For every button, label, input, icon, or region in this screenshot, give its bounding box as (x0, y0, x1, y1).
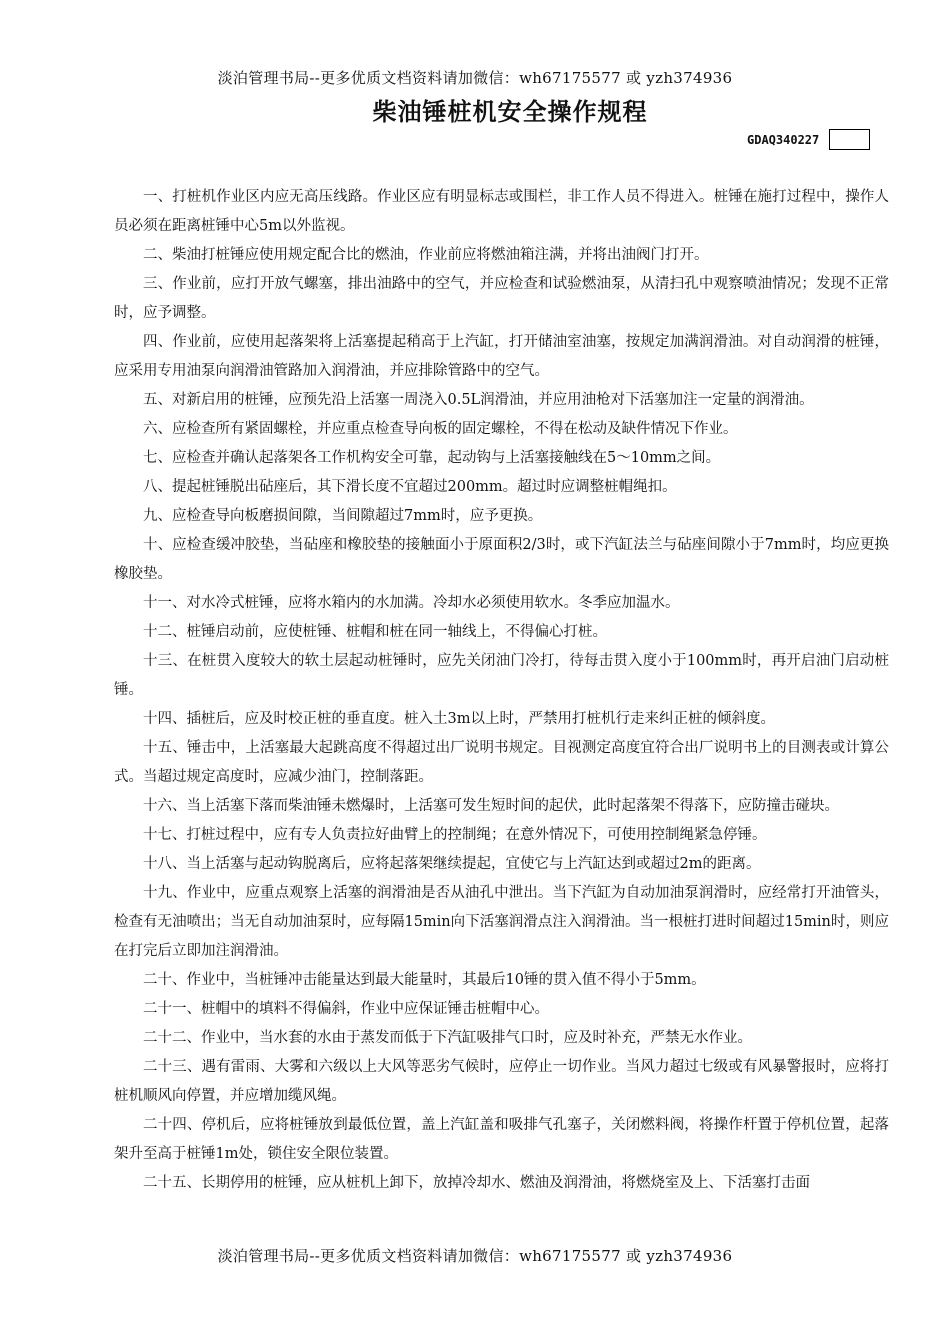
header-note: 淡泊管理书局--更多优质文档资料请加微信：wh67175577 或 yzh374936 (217, 69, 733, 87)
paragraph: 十六、当上活塞下落而柴油锤未燃爆时，上活塞可发生短时间的起伏，此时起落架不得落下，应防撞击碰块。 (143, 798, 839, 814)
paragraph: 二、柴油打桩锤应使用规定配合比的燃油，作业前应将燃油箱注满，并将出油阀门打开。 (143, 247, 709, 263)
code-box (829, 129, 870, 150)
paragraph: 十五、锤击中，上活塞最大起跳高度不得超过出厂说明书规定。目视测定高度宜符合出厂说明书上的目测表或计算公式。当超过规定高度时，应减少油门，控制落距。 (114, 740, 889, 785)
paragraph: 一、打桩机作业区内应无高压线路。作业区应有明显标志或围栏，非工作人员不得进入。桩锤在施打过程中，操作人员必须在距离桩锤中心5m以外监视。 (114, 189, 889, 234)
paragraph: 二十一、桩帽中的填料不得偏斜，作业中应保证锤击桩帽中心。 (143, 1001, 549, 1017)
paragraph: 六、应检查所有紧固螺栓，并应重点检查导向板的固定螺栓，不得在松动及缺件情况下作业。 (143, 421, 738, 437)
paragraph: 十二、桩锤启动前，应使桩锤、桩帽和桩在同一轴线上，不得偏心打桩。 (143, 624, 607, 640)
paragraph: 五、对新启用的桩锤，应预先沿上活塞一周浇入0.5L润滑油，并应用油枪对下活塞加注一定量的润滑油。 (143, 392, 814, 408)
paragraph: 二十二、作业中，当水套的水由于蒸发而低于下汽缸吸排气口时，应及时补充，严禁无水作业。 (143, 1030, 752, 1046)
paragraph: 二十、作业中，当桩锤冲击能量达到最大能量时，其最后10锤的贯入值不得小于5mm。 (143, 972, 706, 988)
paragraph: 二十五、长期停用的桩锤，应从桩机上卸下，放掉冷却水、燃油及润滑油，将燃烧室及上、下活塞打击面 (143, 1175, 810, 1191)
paragraph: 二十四、停机后，应将桩锤放到最低位置，盖上汽缸盖和吸排气孔塞子，关闭燃料阀，将操作杆置于停机位置，起落架升至高于桩锤1m处，锁住安全限位装置。 (114, 1117, 889, 1162)
paragraph: 十一、对水冷式桩锤，应将水箱内的水加满。冷却水必须使用软水。冬季应加温水。 (143, 595, 680, 611)
paragraph: 十七、打桩过程中，应有专人负责拉好曲臂上的控制绳；在意外情况下，可使用控制绳紧急停锤。 (143, 827, 767, 843)
paragraph: 八、提起桩锤脱出砧座后，其下滑长度不宜超过200mm。超过时应调整桩帽绳扣。 (143, 479, 677, 495)
paragraph: 九、应检查导向板磨损间隙，当间隙超过7mm时，应予更换。 (143, 508, 543, 524)
document-title: 柴油锤桩机安全操作规程 (372, 98, 648, 126)
paragraph: 七、应检查并确认起落架各工作机构安全可靠，起动钩与上活塞接触线在5～10mm之间。 (143, 450, 721, 466)
paragraph: 十、应检查缓冲胶垫，当砧座和橡胶垫的接触面小于原面积2/3时，或下汽缸法兰与砧座间隙小于7mm时，均应更换橡胶垫。 (114, 537, 889, 582)
paragraph: 十八、当上活塞与起动钩脱离后，应将起落架继续提起，宜使它与上汽缸达到或超过2m的距离。 (143, 856, 761, 872)
paragraph: 四、作业前，应使用起落架将上活塞提起稍高于上汽缸，打开储油室油塞，按规定加满润滑油。对自动润滑的桩锤，应采用专用油泵向润滑油管路加入润滑油，并应排除管路中的空气。 (114, 334, 889, 379)
document-code: GDAQ340227 (747, 133, 820, 147)
document-body (114, 183, 889, 1198)
paragraph: 二十三、遇有雷雨、大雾和六级以上大风等恶劣气候时，应停止一切作业。当风力超过七级或有风暴警报时，应将打桩机顺风向停置，并应增加缆风绳。 (114, 1059, 889, 1104)
paragraph: 十九、作业中，应重点观察上活塞的润滑油是否从油孔中泄出。当下汽缸为自动加油泵润滑时，应经常打开油管头，检查有无油喷出；当无自动加油泵时，应每隔15min向下活塞润滑点注入润滑油。当一根桩打进时间超过15min时，则应在打完后立即加注润滑油。 (114, 885, 889, 959)
footer-note: 淡泊管理书局--更多优质文档资料请加微信：wh67175577 或 yzh374936 (217, 1247, 733, 1265)
paragraph: 三、作业前，应打开放气螺塞，排出油路中的空气，并应检查和试验燃油泵，从清扫孔中观察喷油情况；发现不正常时，应予调整。 (114, 276, 889, 321)
paragraph: 十三、在桩贯入度较大的软土层起动桩锤时，应先关闭油门冷打，待每击贯入度小于100mm时，再开启油门启动桩锤。 (114, 653, 889, 698)
paragraph: 十四、插桩后，应及时校正桩的垂直度。桩入土3m以上时，严禁用打桩机行走来纠正桩的倾斜度。 (143, 711, 775, 727)
